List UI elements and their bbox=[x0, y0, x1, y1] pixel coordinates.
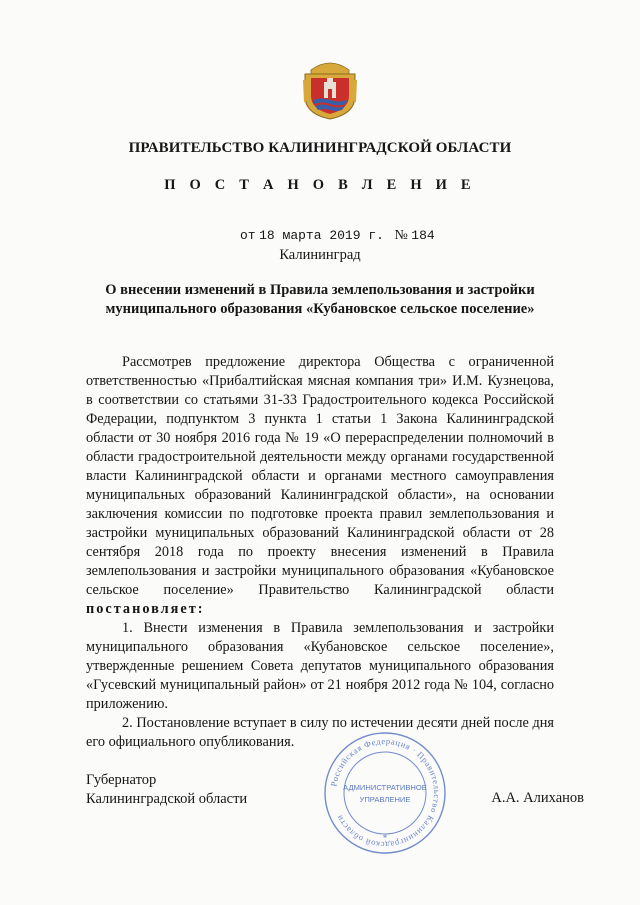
stamp-outer-text: Российская Федерация · Правительство Калининградской области bbox=[328, 735, 443, 851]
coat-of-arms-icon bbox=[297, 56, 363, 120]
number-label: № bbox=[394, 228, 408, 243]
item-1: 1. Внести изменения в Правила землепользования и застройки муниципального образования «Кубановское сельское поселение», утвержденные решением Совета депутатов муниципального образования «Гусевский муниципальный район» от 21 ноября 2012 года № 104, согласно приложению. bbox=[86, 620, 554, 712]
date-line bbox=[240, 228, 435, 244]
document-type: П О С Т А Н О В Л Е Н И Е bbox=[164, 177, 476, 193]
city: Калининград bbox=[279, 247, 361, 263]
decree-word: постановляет: bbox=[86, 601, 205, 617]
signatory-position bbox=[86, 771, 247, 809]
position-line-2: Калининградской области bbox=[86, 791, 248, 807]
preamble-text: Рассмотрев предложение директора Общества с ограниченной ответственностью «Прибалтийская мясная компания три» И.М. Кузнецова, в соответствии со статьями 31-33 Градостроительного кодекса Российской Федерации, подпунктом 3 пункта 1 статьи 1 Закона Калининградской области от 30 ноября 2016 года № 19 «О перераспределении полномочий в области градостроительной деятельности между органами государственной власти Калининградской области и органами местного самоуправления муниципальных образований Калининградской области», на основании заключения комиссии по подготовке проекта правил землепользования и застройки муниципальных образований Калининградской области от 28 сентября 2018 года по проекту внесения изменений в Правила землепользования и застройки муниципального образования «Кубановское сельское поселение» Правительство Калининградской области bbox=[86, 354, 554, 598]
position-line-1: Губернатор bbox=[86, 772, 157, 788]
government-title: ПРАВИТЕЛЬСТВО КАЛИНИНГРАДСКОЙ ОБЛАСТИ bbox=[128, 140, 512, 156]
official-stamp bbox=[322, 730, 448, 856]
document-body bbox=[86, 353, 554, 752]
stamp-center-line-1: АДМИНИСТРАТИВНОЕ bbox=[343, 783, 427, 792]
stamp-center-line-2: УПРАВЛЕНИЕ bbox=[359, 795, 411, 804]
document-subject: О внесении изменений в Правила землепользования и застройки муниципального образования «Кубановское сельское поселение» bbox=[105, 282, 535, 317]
date-prefix: от bbox=[240, 228, 256, 243]
preamble-paragraph bbox=[86, 353, 554, 619]
date-value: 18 марта 2019 г. bbox=[259, 228, 384, 243]
stamp-star-icon: * bbox=[382, 833, 388, 843]
signatory-name: А.А. Алиханов bbox=[491, 790, 584, 806]
number-value: 184 bbox=[411, 228, 435, 243]
item-2: 2. Постановление вступает в силу по истечении десяти дней после дня его официального опубликования. bbox=[86, 715, 554, 750]
